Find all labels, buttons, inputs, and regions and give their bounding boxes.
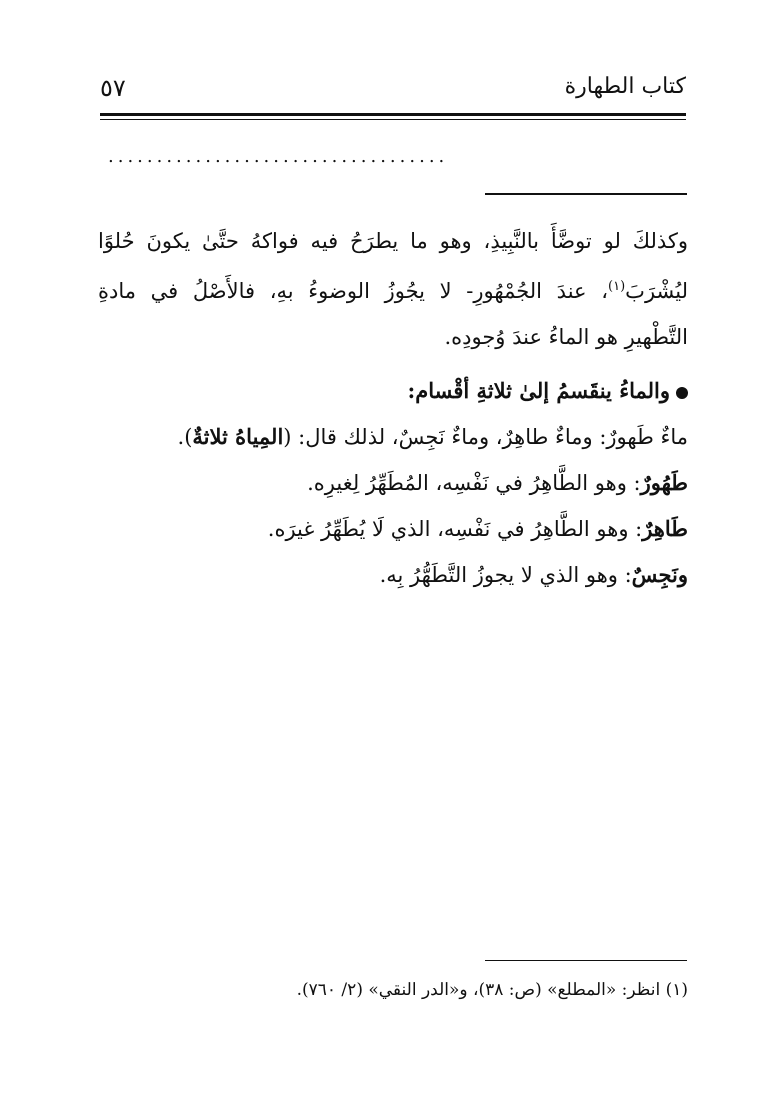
section-heading-text: والماءُ ينقَسمُ إلىٰ ثلاثةِ أقْسام: <box>407 378 670 403</box>
paragraph-line-1: وكذلكَ لو توضَّأَ بالنَّبِيذِ، وهو ما يطرَحُ فيه فواكهُ حتَّىٰ يكونَ حُلوًا <box>98 229 688 253</box>
definition-tahir <box>98 506 688 552</box>
dotted-separator: ................................... <box>108 146 449 167</box>
term-najis: ونَجِسٌ <box>631 562 688 587</box>
footnote-marker: (١) <box>608 279 626 294</box>
footnote-rule <box>485 960 687 961</box>
paragraph-line-2-rest: ، عندَ الجُمْهُورِ- لا يجُوزُ الوضوءُ بهِ، فالأَصْلُ في مادةِ <box>98 279 609 303</box>
definition-najis <box>98 552 688 598</box>
bullet-icon <box>676 387 688 399</box>
term-tahir: طَاهِرٌ <box>642 516 688 541</box>
paragraph-line-2 <box>98 264 688 314</box>
header-title: كتاب الطهارة <box>564 74 686 99</box>
page-number: ٥٧ <box>100 74 126 102</box>
definition-intro-bold: المِياهُ ثلاثةٌ <box>192 424 284 449</box>
header-rule-thick <box>100 113 686 116</box>
definition-tahur <box>98 460 688 506</box>
paragraph-line-2-start: ليُشْرَبَ <box>625 279 688 303</box>
definition-intro-close: ). <box>177 425 193 449</box>
footnote: (١) انظر: «المطلع» (ص: ٣٨)، و«الدر النقي» (٢/ ٧٦٠). <box>296 980 688 1000</box>
section-rule <box>485 193 687 195</box>
definition-tahur-text: : وهو الطَّاهِرُ في نَفْسِه، المُطَهِّرُ لِغيرِه. <box>307 471 641 495</box>
page-header <box>100 70 686 114</box>
main-text <box>98 218 688 598</box>
paragraph-line-3: التَّطْهيرِ هو الماءُ عندَ وُجودِه. <box>444 325 688 349</box>
header-rule-thin <box>100 119 686 120</box>
term-tahur: طَهُورٌ <box>640 470 688 495</box>
definition-intro <box>98 414 688 460</box>
definition-najis-text: : وهو الذي لا يجوزُ التَّطَهُّرُ بِه. <box>379 563 632 587</box>
spacer <box>98 360 688 368</box>
section-heading <box>98 368 688 414</box>
definition-intro-text: ماءٌ طَهورٌ: وماءٌ طاهِرٌ، وماءٌ نَجِسٌ، لذلك قال: ( <box>283 425 688 449</box>
definition-tahir-text: : وهو الطَّاهِرُ في نَفْسِه، الذي لَا يُطَهِّرُ غيرَه. <box>267 517 643 541</box>
